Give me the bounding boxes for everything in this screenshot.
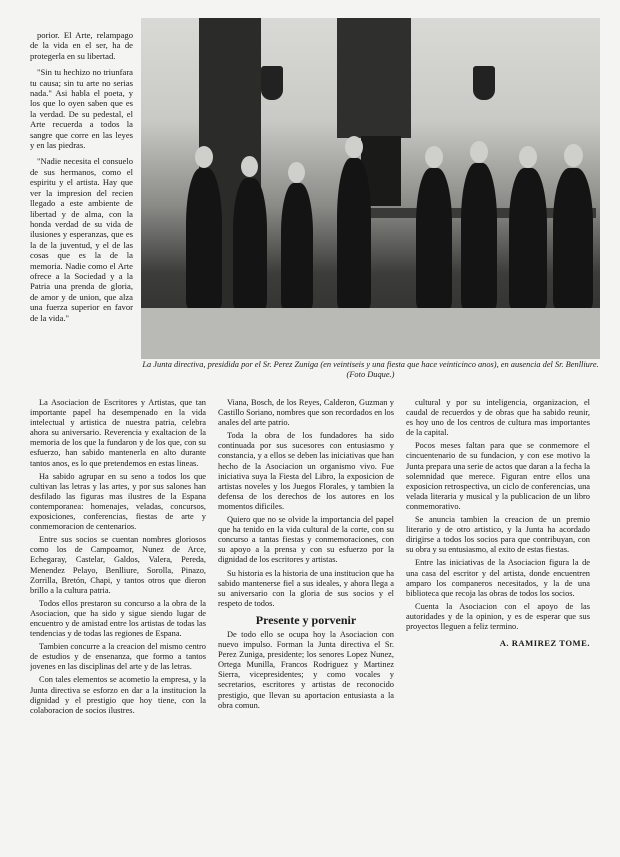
paragraph: cultural y por su inteligencia, organizacion, el caudal de recuerdos y de obras que ha sabido reunir, es hoy uno de los centros de cultura mas importantes de la capital.: [406, 398, 590, 438]
paragraph: Se anuncia tambien la creacion de un premio literario y de otro artistico, y la Junta ha acordado dirigirse a todos los socios para que contribuyan, con su obra y su entusiasmo, al exito de estas fiestas.: [406, 515, 590, 555]
left-paragraph: porior. El Arte, relampago de la vida en el ser, ha de protegerla en su libertad.: [30, 30, 133, 61]
paragraph: De todo ello se ocupa hoy la Asociacion con nuevo impulso. Forman la Junta directiva el Sr. Perez Zuniga, presidente; los senores Lopez Nunez, Ortega Munilla, Francos Rodriguez y Martinez Sierra, vicepresidentes; y como vocales y secretarios, escritores y artistas de reconocido prestigio, que llevan su aportacion entusiasta a la obra comun.: [218, 629, 394, 710]
left-column: [30, 30, 133, 402]
article-column-1: [30, 398, 206, 843]
paragraph: Pocos meses faltan para que se conmemore el cincuentenario de su fundacion, y con ese motivo la Junta prepara una serie de actos que daran a la fecha la solemnidad que merece. Figuran entre ellos una exposicion retrospectiva, un ciclo de conferencias, una velada literaria y musical y la publicacion de un libro conmemorativo.: [406, 441, 590, 511]
paragraph: Ha sabido agrupar en su seno a todos los que cultivan las letras y las artes, y por sus salones han desfilado las figuras mas ilustres de la Espana contemporanea: homenajes, veladas, concursos, exposiciones, conferencias, fiestas de arte y conmemoracion de centenarios.: [30, 471, 206, 532]
paragraph: Viana, Bosch, de los Reyes, Calderon, Guzman y Castillo Soriano, nombres que son recordados en los anales del arte patrio.: [218, 398, 394, 428]
paragraph: Toda la obra de los fundadores ha sido continuada por sus sucesores con entusiasmo y constancia, y a ellos se deben las iniciativas que han hecho de la Asociacion un organismo vivo. Fue iniciativa suya la Fiesta del Libro, la exposicion de artistas noveles y los Juegos Florales, y tambien la defensa de los derechos de los autores en los momentos dificiles.: [218, 431, 394, 511]
paragraph: Tambien concurre a la creacion del mismo centro de estudios y de ensenanza, que formo a tantos jovenes en las disciplinas del arte y de las letras.: [30, 642, 206, 672]
paragraph: Quiero que no se olvide la importancia del papel que ha tenido en la vida cultural de la corte, con su concurso a tantas fiestas y conmemoraciones, con su apoyo a la prensa y con su esfuerzo por la dignidad de los escritores y artistas.: [218, 515, 394, 565]
left-paragraph: "Nadie necesita el consuelo de sus hermanos, como el espiritu y el artista. Hay que ver la impresion del recien llegado a este ambiente de libertad y de alma, con la honda verdad de su vida de ilusiones y esperanzas, que es la de la juventud, y el de las cosas que es la de la memoria. Nadie como el Arte ofrece a la Sociedad y a la Patria una prenda de gloria, de amor y de union, que alza una fuerza superior en favor de la vida.": [30, 156, 133, 323]
author-signature: A. RAMIREZ TOME.: [499, 638, 590, 649]
left-paragraph: "Sin tu hechizo no triunfara tu causa; sin tu arte no serias nada." Asi habla el poeta, y los que lo oyen saben que es la verdad. De su pedestal, el Arte recuerda a todos la sangre que corre en las leyes y en las piedras.: [30, 67, 133, 151]
paragraph: Cuenta la Asociacion con el apoyo de las autoridades y de la opinion, y es de esperar que sus proyectos lleguen a feliz termino.: [406, 601, 590, 631]
paragraph: La Asociacion de Escritores y Artistas, que tan importante papel ha desempenado en la vida intelectual y artistica de nuestra patria, celebra ahora su aniversario. Reverencia y exaltacion de la memoria de los que la fundaron y de los que, con su esfuerzo, han sabido mantenerla en alto durante tantos anos, es lo que pretendemos en estas lineas.: [30, 398, 206, 468]
paragraph: Con tales elementos se acometio la empresa, y la Junta directiva se esforzo en dar a la institucion la dignidad y el prestigio que hoy tiene, con la colaboracion de socios ilustres.: [30, 675, 206, 715]
article-column-2: [218, 398, 394, 843]
section-subhead: Presente y porvenir: [255, 612, 357, 627]
board-photo: [141, 18, 600, 359]
article-column-3: [406, 398, 590, 843]
photo-caption: La Junta directiva, presidida por el Sr. Perez Zuniga (en veintiseis y una fiesta que hace veinticinco anos), en ausencia del Sr. Benlliure. (Foto Duque.): [142, 360, 599, 379]
paragraph: Entre sus socios se cuentan nombres gloriosos como los de Campoamor, Nunez de Arce, Echegaray, Castelar, Galdos, Valera, Pereda, Menendez Pelayo, Benlliure, Sorolla, Pinazo, Zorrilla, Bretón, Chapi, y tantos otros que dieron brillo a la cultura patria.: [30, 535, 206, 595]
paragraph: Todos ellos prestaron su concurso a la obra de la Asociacion, que ha sido y sigue siendo lugar de encuentro y de amistad entre los artistas de todas las tendencias y de todas las regiones de Espana.: [30, 598, 206, 639]
paragraph: Entre las iniciativas de la Asociacion figura la de una casa del escritor y del artista, donde encuentren amparo los companeros necesitados, y la de una biblioteca que recoja las obras de todos los socios.: [406, 558, 590, 598]
paragraph: Su historia es la historia de una institucion que ha sabido mantenerse fiel a sus ideales, y ahora llega a su aniversario con la gloria de sus socios y el respeto de todos.: [218, 568, 394, 608]
